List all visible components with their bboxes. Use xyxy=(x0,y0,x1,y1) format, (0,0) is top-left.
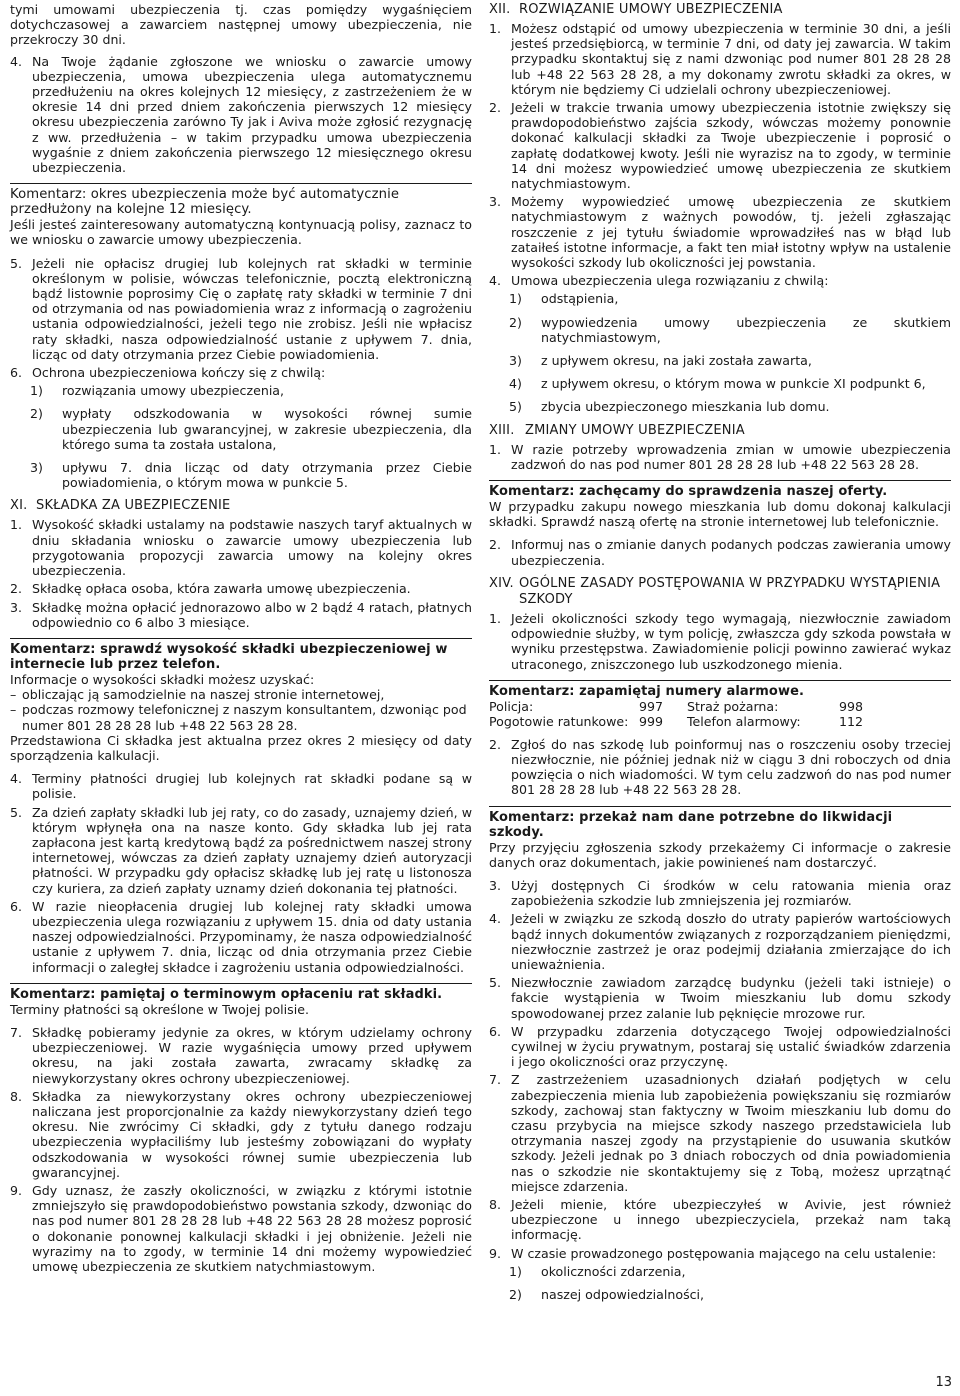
item-text: Umowa ubezpieczenia ulega rozwiązaniu z chwilą: xyxy=(511,273,829,289)
item-text: W razie potrzeby wprowadzenia zmian w umowie ubezpieczenia zadzwoń do nas pod numer 801 28 28 28 lub +48 22 563 28 28. xyxy=(511,441,951,472)
item-number: 5. xyxy=(10,255,23,271)
sub-number: 2) xyxy=(509,1287,522,1302)
list-item xyxy=(10,805,472,896)
table-cell: 998 xyxy=(839,698,864,714)
list-item xyxy=(489,442,951,472)
intro-continuation: tymi umowami ubezpieczenia tj. czas pomiędzy wygaśnięciem dotychczasowej a zawarciem następnej umowy ubezpieczenia, nie przekroczy 30 dni. xyxy=(10,2,472,48)
table-cell: Policja: xyxy=(489,698,534,714)
right-column xyxy=(489,2,951,1310)
list-item xyxy=(489,537,951,567)
section-number: XIII. xyxy=(489,422,515,438)
item-number: 9. xyxy=(489,1245,502,1261)
sub-number: 1) xyxy=(30,383,43,399)
sub-item xyxy=(509,291,951,306)
left-column xyxy=(10,2,472,1277)
item-number: 8. xyxy=(10,1088,23,1104)
list-item xyxy=(489,21,951,97)
item-number: 1. xyxy=(10,517,23,533)
comment-title: Komentarz: zachęcamy do sprawdzenia naszej oferty. xyxy=(489,484,888,500)
list-item xyxy=(10,600,472,630)
sub-item xyxy=(509,399,951,414)
item-text: Informuj nas o zmianie danych podanych podczas zawierania umowy ubezpieczenia. xyxy=(511,537,951,568)
sub-text: upływu 7. dnia licząc od daty otrzymania przez Ciebie powiadomienia, o którym mowa w punkcie 5. xyxy=(62,460,472,491)
comment-box-claim-data xyxy=(489,806,951,870)
section-title: ZMIANY UMOWY UBEZPIECZENIA xyxy=(525,422,745,438)
list-item-4 xyxy=(10,54,472,176)
comment-box-offer xyxy=(489,480,951,529)
comment-box-installments xyxy=(10,983,472,1017)
list-item xyxy=(10,1089,472,1180)
dash-item xyxy=(10,687,472,702)
list-item-6 xyxy=(10,365,472,380)
item-text: Użyj dostępnych Ci środków w celu ratowania mienia oraz zapobieżenia szkodzie lub zmniejszenia jej rozmiarów. xyxy=(511,877,951,909)
comment-outro: Przedstawiona Ci składka jest aktualna przez okres 2 miesięcy od daty sporządzenia kalkulacji. xyxy=(10,732,472,763)
page-number: 13 xyxy=(935,1374,952,1390)
item-number: 1. xyxy=(489,441,502,457)
list-item xyxy=(10,517,472,578)
item-text: Składka za niewykorzystany okres ochrony ubezpieczeniowej naliczana jest proporcjonalnie za każdy niewykorzystany dzień tego okresu. Nie zwrócimy Ci składki, gdy z tytułu danego rodzaju ubezpieczenia wypłaciliśmy lub jesteśmy zobowiązani do wypłaty odszkodowania w wysokości równej sumie ubezpieczenia lub gwarancyjnej. xyxy=(32,1088,472,1180)
item-number: 6. xyxy=(489,1023,502,1039)
item-text: Jeżeli w związku ze szkodą doszło do utraty papierów wartościowych bądź innych dokumentów związanych z rozporządzaniem pieniędzmi, niezwłocznie zastrzeż je oraz podejmij działania zmierzające do ich unieważnienia. xyxy=(511,911,951,972)
sub-number: 4) xyxy=(509,376,522,392)
item-number: 4. xyxy=(489,273,502,289)
table-cell: Pogotowie ratunkowe: xyxy=(489,713,629,729)
dash-bullet: – xyxy=(10,702,17,718)
sub-text: z upływem okresu, na jaki została zawarta, xyxy=(541,353,812,369)
item-number: 3. xyxy=(489,877,502,893)
item-text: Jeżeli w trakcie trwania umowy ubezpieczenia istotnie zwiększy się prawdopodobieństwo zajścia szkody, wówczas możemy ponownie dokonać kalkulacji składki za Twoje ubezpieczenie i poprosić o zapłatę dodatkowej kwoty. Jeśli nie wyrazisz na to zgody, w terminie 14 dni możesz wypowiedzieć umowę ubezpieczenia ze skutkiem natychmiastowym. xyxy=(511,100,951,192)
sub-number: 2) xyxy=(30,406,43,422)
section-number: XIV. xyxy=(489,575,514,591)
section-title: SKŁADKA ZA UBEZPIECZENIE xyxy=(36,498,231,514)
list-item xyxy=(10,1183,472,1274)
sub-item xyxy=(509,1287,951,1302)
item-text: Jeżeli nie opłacisz drugiej lub kolejnych rat składki w terminie określonym w polisie, wówczas telefonicznie, pocztą elektroniczną bądź listownie poprosimy Cię o zapłatę raty składki w terminie 7 dni od otrzymania od nas powiadomienia wraz z informacją o zagrożeniu ustania odpowiedzialności, jeżeli tego nie zrobisz. Jeśli nie wpłacisz raty składki, nasza odpowiedzialność ustanie z upływem 7. dnia, licząc od daty otrzymania przez Ciebie powiadomienia. xyxy=(32,255,472,362)
section-title: ROZWIĄZANIE UMOWY UBEZPIECZENIA xyxy=(519,2,783,17)
sub-text: okoliczności zdarzenia, xyxy=(541,1263,686,1279)
list-item-5 xyxy=(10,256,472,362)
list-item xyxy=(489,194,951,270)
section-heading-xiv xyxy=(489,576,951,608)
section-title: OGÓLNE ZASADY POSTĘPOWANIA W PRZYPADKU WYSTĄPIENIA SZKODY xyxy=(519,575,941,607)
item-text: Możesz odstąpić od umowy ubezpieczenia w terminie 30 dni, a jeśli jesteś przedsiębiorcą, w terminie 7 dni, od daty jej zawarcia. W takim przypadku skontaktuj się z nami dzwoniąc pod numer 801 28 28 28 lub +48 22 563 28 28, a my dokonamy zwrotu składki za okres, w którym nie będziemy Ci udzielali ochrony ubezpieczeniowej. xyxy=(511,21,951,97)
item-text: Za dzień zapłaty składki lub jej raty, co do zasady, uznajemy dzień, w którym wpłynęła ona na nasze konto. Gdy składka lub jej rata zapłacona jest kartą kredytową bądź za pośrednictwem naszej strony internetowej, wówczas za dzień zapłaty uznajemy dzień autoryzacji płatności. W przypadku gdy opłacisz składkę lub jej ratę u listonosza czy kuriera, za dzień zapłaty uznamy dzień dokonania tej płatności. xyxy=(32,804,472,896)
item-number: 4. xyxy=(10,771,23,787)
sub-item xyxy=(509,1264,951,1279)
sub-number: 2) xyxy=(509,314,522,330)
list-item xyxy=(489,1024,951,1070)
item-number: 6. xyxy=(10,898,23,914)
list-item xyxy=(489,737,951,798)
item-number: 2. xyxy=(489,736,502,752)
comment-body: Przy przyjęciu zgłoszenia szkody przekażemy Ci informacje o zakresie danych oraz dokumentach, jakie powinieneś nam dostarczyć. xyxy=(489,839,951,870)
comment-body: Terminy płatności są określone w Twojej polisie. xyxy=(10,1001,309,1017)
sub-text: wypowiedzenia umowy ubezpieczenia ze skutkiem natychmiastowym, xyxy=(541,314,951,345)
sub-item xyxy=(30,406,472,452)
item-text: W razie nieopłacenia drugiej lub kolejnej raty składki umowa ubezpieczenia ulega rozwiązaniu z upływem 15. dnia od daty ustania naszej odpowiedzialności. Przypominamy, że nasza odpowiedzialność ustanie z upływem 7. dnia, licząc od dnia otrzymania przez Ciebie informacji o zaległej składce i zagrożeniu ustania odpowiedzialności. xyxy=(32,898,472,975)
item-number: 4. xyxy=(10,53,23,69)
item-text: Składkę opłaca osoba, która zawarła umowę ubezpieczenia. xyxy=(32,581,411,597)
section-number: XII. xyxy=(489,2,511,17)
sub-item xyxy=(509,376,951,391)
table-cell: Straż pożarna: xyxy=(687,698,779,714)
item-number: 2. xyxy=(489,537,502,553)
item-number: 7. xyxy=(489,1072,502,1088)
comment-body: Jeśli jesteś zainteresowany automatyczną kontynuacją polisy, zaznacz to we wniosku o zawarcie umowy ubezpieczenia. xyxy=(10,217,472,248)
list-item xyxy=(10,771,472,801)
item-text: Możemy wypowiedzieć umowę ubezpieczenia ze skutkiem natychmiastowym z ważnych powodów, tj. jeżeli zgłaszając roszczenie z jej tytułu świadomie wprowadziłeś nas w błąd lub zataiłeś istotne informacje, a fakt ten miał istotny wpływ na ustalenie wysokości szkody lub okoliczności jej powstania. xyxy=(511,194,951,271)
item-text: Terminy płatności drugiej lub kolejnych rat składki podane są w polisie. xyxy=(32,771,472,802)
item-number: 4. xyxy=(489,911,502,927)
list-item xyxy=(10,899,472,975)
table-cell: 997 xyxy=(639,698,664,714)
list-item xyxy=(489,611,951,672)
item-text: Składkę pobieramy jedynie za okres, w którym udzielamy ochrony ubezpieczeniowej. W razie wygaśnięcia umowy przed upływem okresu, na jaki została zawarta, zwracamy składkę za niewykorzystany okres ochrony ubezpieczeniowej. xyxy=(32,1024,472,1086)
sub-text: wypłaty odszkodowania w wysokości równej sumie ubezpieczenia lub gwarancyjnej, w zakresie ubezpieczenia, dla którego suma ta została ustalona, xyxy=(62,406,472,452)
item-number: 1. xyxy=(489,610,502,626)
item-number: 2. xyxy=(10,581,23,597)
list-item xyxy=(10,581,472,596)
item-text: Niezwłocznie zawiadom zarządcę budynku (jeżeli taki istnieje) o fakcie wystąpienia w Twoim mieszkaniu lub domu szkody spowodowanej przez zalanie lub pęknięcie mrozowe rur. xyxy=(511,975,951,1021)
comment-title: Komentarz: zapamiętaj numery alarmowe. xyxy=(489,683,805,699)
emergency-numbers-table xyxy=(489,699,863,729)
dash-bullet: – xyxy=(10,687,17,703)
item-text: Wysokość składki ustalamy na podstawie naszych taryf aktualnych w dniu składania wniosku o zawarcie umowy ubezpieczenia lub przygotowania propozycji zawarcia umowy na kolejny okres ubezpieczenia. xyxy=(32,517,472,579)
comment-box-premium xyxy=(10,638,472,763)
item-text: Jeżeli mienie, które ubezpieczyłeś w Avivie, jest również ubezpieczone u innego ubezpieczyciela, przekaż nam taką informację. xyxy=(511,1196,951,1243)
list-item xyxy=(489,1072,951,1194)
sub-item xyxy=(30,383,472,398)
sub-item xyxy=(509,315,951,345)
item-text: Jeżeli okoliczności szkody tego wymagają, niezwłocznie zawiadom odpowiednie służby, w tym policję, zwłaszcza gdy szkoda powstała w wyniku przestępstwa. Zawiadomienie policji powinno zawierać wykaz utraconego, zniszczonego lub uszkodzonego mienia. xyxy=(511,610,951,672)
sub-number: 1) xyxy=(509,1263,522,1279)
list-item xyxy=(489,878,951,908)
table-row xyxy=(489,714,863,729)
item-number: 7. xyxy=(10,1024,23,1040)
section-heading-xii xyxy=(489,2,951,18)
item-text: Składkę można opłacić jednorazowo albo w 2 bądź 4 ratach, płatnych odpowiednio co 6 albo 3 miesiące. xyxy=(32,599,472,630)
table-cell: 112 xyxy=(839,713,864,729)
sub-number: 5) xyxy=(509,399,522,415)
section-heading-xi xyxy=(10,498,472,514)
table-cell: 999 xyxy=(639,713,664,729)
sub-text: naszej odpowiedzialności, xyxy=(541,1287,705,1302)
item-number: 8. xyxy=(489,1196,502,1212)
list-item xyxy=(489,100,951,191)
sub-number: 3) xyxy=(509,353,522,369)
table-row xyxy=(489,699,863,714)
table-cell: Telefon alarmowy: xyxy=(687,713,801,729)
comment-title: Komentarz: pamiętaj o terminowym opłaceniu rat składki. xyxy=(10,986,443,1002)
list-item xyxy=(10,1025,472,1086)
item-number: 2. xyxy=(489,100,502,116)
sub-text: z upływem okresu, o którym mowa w punkcie XI podpunkt 6, xyxy=(541,376,926,392)
comment-intro: Informacje o wysokości składki możesz uzyskać: xyxy=(10,671,315,687)
comment-title: Komentarz: okres ubezpieczenia może być automatycznie przedłużony na kolejne 12 miesięcy. xyxy=(10,187,400,218)
item-text: W przypadku zdarzenia dotyczącego Twojej odpowiedzialności cywilnej w życiu prywatnym, postaraj się ustalić świadków zdarzenia i jego okoliczności oraz przyczynę. xyxy=(511,1023,951,1070)
item-number: 6. xyxy=(10,365,23,381)
dash-text: podczas rozmowy telefonicznej z naszym konsultantem, dzwoniąc pod numer 801 28 28 28 lub +48 22 563 28 28. xyxy=(22,702,467,733)
comment-title: Komentarz: przekaż nam dane potrzebne do likwidacji szkody. xyxy=(489,809,893,840)
item-number: 5. xyxy=(489,975,502,991)
item-text: Na Twoje żądanie zgłoszone we wniosku o zawarcie umowy ubezpieczenia, umowa ubezpieczenia ulega automatycznemu przedłużeniu na okres kolejnych 12 miesięcy, z zastrzeżeniem że w okresie 14 dni przed dniem zakończenia pierwszych 12 miesięcy okresu ubezpieczenia zarówno Ty jak i Aviva może zgłosić rezygnację z ww. przedłużenia – w takim przypadku umowa ubezpieczenia wygaśnie z dniem zakończenia pierwszego 12 miesięcznego okresu ubezpieczenia. xyxy=(32,53,472,176)
sub-number: 1) xyxy=(509,291,522,307)
list-item xyxy=(489,273,951,288)
item-number: 3. xyxy=(10,599,23,615)
comment-title: Komentarz: sprawdź wysokość składki ubezpieczeniowej w internecie lub przez telefon. xyxy=(10,641,448,672)
sub-text: odstąpienia, xyxy=(541,291,619,307)
item-number: 3. xyxy=(489,194,502,210)
sub-number: 3) xyxy=(30,460,43,476)
list-item xyxy=(489,1246,951,1261)
sub-text: zbycia ubezpieczonego mieszkania lub domu. xyxy=(541,399,830,415)
item-text: W czasie prowadzonego postępowania mającego na celu ustalenie: xyxy=(511,1245,937,1261)
sub-item xyxy=(30,460,472,490)
item-text: Gdy uznasz, że zaszły okoliczności, w związku z którymi istotnie zmniejszyło się prawdopodobieństwo powstania szkody, dzwoniąc do nas pod numer 801 28 28 28 lub +48 22 563 28 28 możesz poprosić o dokonanie ponownej kalkulacji składki i jej obniżenie. Jeżeli nie wyrazimy na to zgody, w terminie 14 dni możemy wypowiedzieć umowę ubezpieczenia ze skutkiem natychmiastowym. xyxy=(32,1183,472,1275)
list-item xyxy=(489,911,951,972)
sub-text: rozwiązania umowy ubezpieczenia, xyxy=(62,383,285,399)
list-item xyxy=(489,975,951,1021)
dash-text: obliczając ją samodzielnie na naszej stronie internetowej, xyxy=(22,687,385,703)
section-heading-xiii xyxy=(489,423,951,439)
item-number: 9. xyxy=(10,1183,23,1198)
dash-item xyxy=(10,702,472,732)
comment-box-auto-renewal xyxy=(10,183,472,247)
item-text: Zgłoś do nas szkodę lub poinformuj nas o roszczeniu osoby trzeciej niezwłocznie, nie później jednak niż w ciągu 3 dni roboczych od dnia powzięcia o nich wiadomości. W tym celu zadzwoń do nas pod numer 801 28 28 28 lub +48 22 563 28 28. xyxy=(511,736,951,798)
item-text: Ochrona ubezpieczeniowa kończy się z chwilą: xyxy=(32,365,326,381)
item-number: 1. xyxy=(489,21,502,36)
list-item xyxy=(489,1197,951,1243)
comment-body: W przypadku zakupu nowego mieszkania lub domu dokonaj kalkulacji składki. Sprawdź naszą ofertę na stronie internetowej lub telefonicznie. xyxy=(489,499,951,530)
item-number: 5. xyxy=(10,804,23,820)
comment-box-emergency-numbers xyxy=(489,680,951,729)
sub-item xyxy=(509,353,951,368)
item-text: Z zastrzeżeniem uzasadnionych działań podjętych w celu zabezpieczenia mienia lub zapobieżenia powiększaniu się rozmiarów szkody, zachowaj stan faktyczny w Twoim mieszkaniu lub domu do czasu przybycia na miejsce szkody naszego przedstawiciela lub otrzymania naszej zgody na przystąpienie do usuwania skutków szkody. Jeżeli jednak po 3 dniach roboczych od dnia powiadomienia nas o szkodzie nie skontaktujemy się z Tobą, możesz uprzątnąć miejsce zdarzenia. xyxy=(511,1072,951,1194)
section-number: XI. xyxy=(10,498,28,514)
